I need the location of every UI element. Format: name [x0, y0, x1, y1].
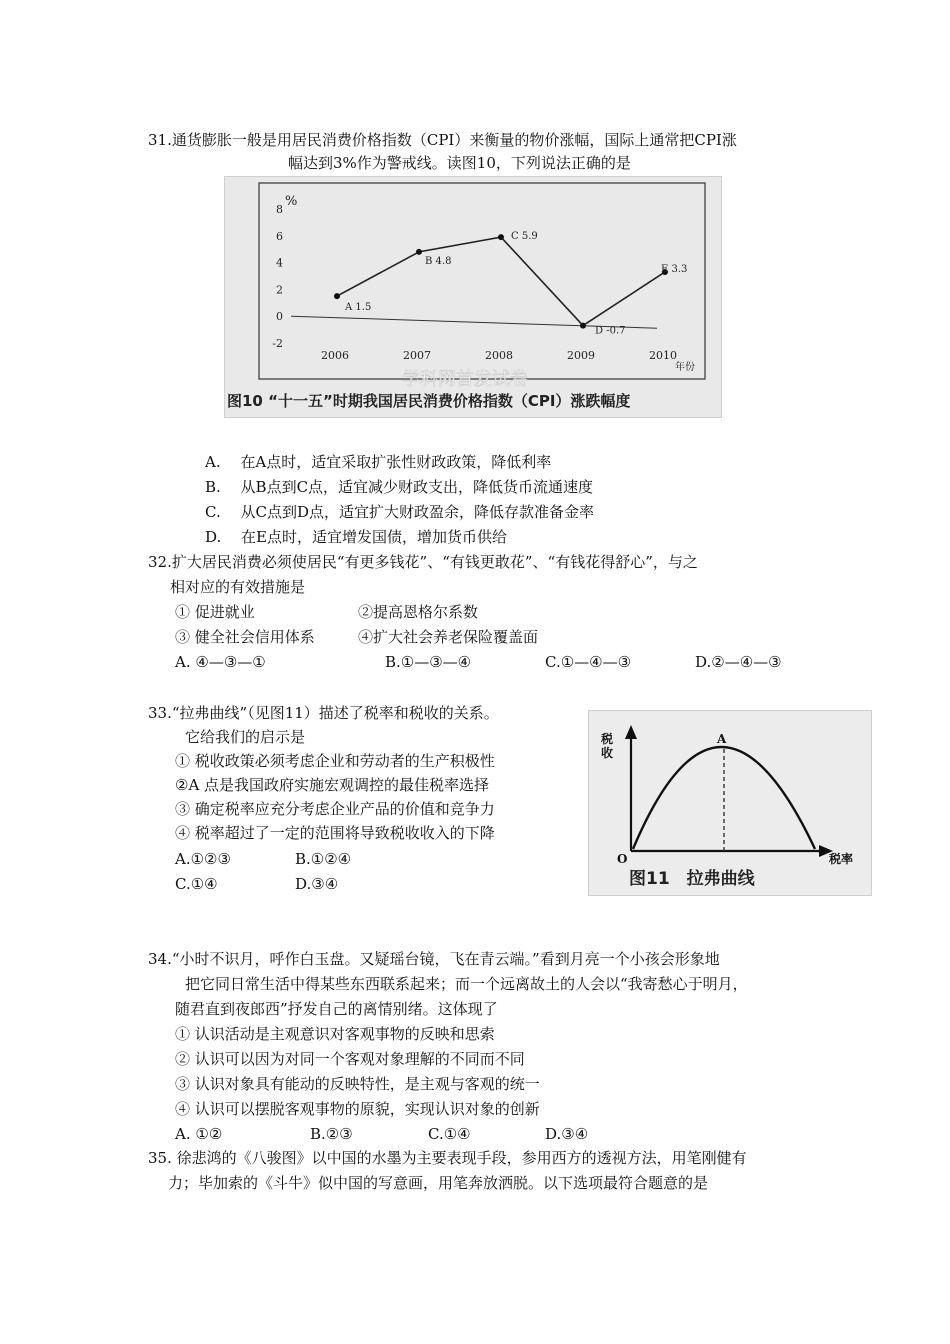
q34-answer-d: D.③④	[545, 1125, 589, 1143]
q33-item-2: ②A 点是我国政府实施宏观调控的最佳税率选择	[175, 776, 490, 794]
q34-line1: 34.“小时不识月，呼作白玉盘。又疑瑶台镜，飞在青云端。”看到月亮一个小孩会形象地	[148, 950, 720, 968]
laffer-curve-chart	[589, 711, 871, 895]
figure-10	[224, 176, 722, 418]
q31-line2: 幅达到3%作为警戒线。读图10，下列说法正确的是	[288, 154, 631, 172]
peak-label-a: A	[717, 732, 727, 746]
q33-item-1: ① 税收政策必须考虑企业和劳动者的生产积极性	[175, 752, 495, 770]
q33-line2: 它给我们的启示是	[185, 728, 306, 746]
y-axis-label-1: 税	[601, 732, 614, 746]
q32-line1: 32.扩大居民消费必须使居民“有更多钱花”、“有钱更敢花”、“有钱花得舒心”，与之	[148, 553, 698, 571]
q33-answer-d: D.③④	[295, 875, 339, 893]
data-label: D -0.7	[595, 325, 626, 337]
y-tick-label: 2	[276, 283, 283, 297]
watermark: 学科网首发试卷	[402, 369, 528, 390]
q33-item-3: ③ 确定税率应充分考虑企业产品的价值和竞争力	[175, 800, 495, 818]
y-tick-label: 0	[276, 310, 283, 324]
figure-11	[588, 710, 872, 896]
cpi-series-line	[337, 237, 665, 325]
q35-line2: 力；毕加索的《斗牛》似中国的写意画，用笔奔放洒脱。以下选项最符合题意的是	[168, 1174, 709, 1192]
q32-answer-b: B.①—③—④	[385, 653, 472, 671]
data-point	[416, 249, 422, 255]
q32-answer-d: D.②—④—③	[695, 653, 782, 671]
x-unit-label: 年份	[675, 362, 695, 373]
q32-item-1: ① 促进就业	[175, 603, 255, 621]
x-tick-label: 2007	[403, 349, 431, 362]
y-axis-label-2: 收	[601, 746, 614, 760]
q33-item-4: ④ 税率超过了一定的范围将导致税收收入的下降	[175, 824, 495, 842]
q34-item-3: ③ 认识对象具有能动的反映特性，是主观与客观的统一	[175, 1075, 540, 1093]
q34-item-1: ① 认识活动是主观意识对客观事物的反映和思索	[175, 1025, 495, 1043]
x-tick-label: 2006	[321, 349, 349, 362]
q31-line1: 31.通货膨胀一般是用居民消费价格指数（CPI）来衡量的物价涨幅，国际上通常把CPI涨	[148, 131, 737, 149]
q31-option-d: D. 在E点时，适宜增发国债，增加货币供给	[205, 528, 507, 546]
q32-item-4: ④扩大社会养老保险覆盖面	[358, 628, 539, 646]
q34-answer-a: A. ①②	[175, 1125, 223, 1143]
x-tick-label: 2010	[649, 349, 677, 362]
q31-option-c: C. 从C点到D点，适宜扩大财政盈余，降低存款准备金率	[205, 503, 594, 521]
y-unit-label: %	[285, 194, 298, 209]
x-tick-label: 2008	[485, 349, 513, 362]
q33-line1: 33.“拉弗曲线”（见图11）描述了税率和税收的关系。	[148, 704, 499, 722]
q35-line1: 35. 徐悲鸿的《八骏图》以中国的水墨为主要表现手段，参用西方的透视方法，用笔刚健有	[148, 1149, 747, 1167]
q33-answer-a: A.①②③	[175, 850, 231, 868]
origin-label: O	[617, 852, 628, 866]
data-label: C 5.9	[511, 231, 538, 243]
q34-answer-c: C.①④	[428, 1125, 471, 1143]
q31-option-a: A. 在A点时，适宜采取扩张性财政政策，降低利率	[205, 453, 552, 471]
q31-option-b: B. 从B点到C点，适宜减少财政支出，降低货币流通速度	[205, 478, 594, 496]
data-point	[580, 323, 586, 329]
figure-11-caption: 图11 拉弗曲线	[629, 869, 755, 889]
q34-item-2: ② 认识可以因为对同一个客观对象理解的不同而不同	[175, 1050, 525, 1068]
data-label: B 4.8	[425, 255, 452, 267]
data-point	[334, 293, 340, 299]
data-label: E 3.3	[661, 263, 688, 275]
q32-item-2: ②提高恩格尔系数	[358, 603, 479, 621]
q34-line2: 把它同日常生活中得某些东西联系起来；而一个远离故土的人会以“我寄愁心于明月，	[185, 975, 748, 993]
figure-10-caption: 图10 “十一五”时期我国居民消费价格指数（CPI）涨跌幅度	[227, 392, 631, 410]
q32-answer-c: C.①—④—③	[545, 653, 632, 671]
x-tick-label: 2009	[567, 349, 595, 362]
q33-answer-c: C.①④	[175, 875, 218, 893]
data-point	[498, 234, 504, 240]
y-tick-label: -2	[272, 337, 283, 350]
cpi-line-chart	[225, 177, 721, 417]
q34-item-4: ④ 认识可以摆脱客观事物的原貌，实现认识对象的创新	[175, 1100, 540, 1118]
q32-item-3: ③ 健全社会信用体系	[175, 628, 315, 646]
q34-line3: 随君直到夜郎西”抒发自己的离情别绪。这体现了	[175, 1000, 498, 1018]
q32-line2: 相对应的有效措施是	[170, 578, 306, 596]
y-tick-label: 4	[276, 256, 283, 270]
y-tick-label: 8	[276, 203, 283, 216]
y-tick-label: 6	[276, 229, 283, 243]
x-axis-label: 税率	[829, 852, 854, 866]
q34-answer-b: B.②③	[310, 1125, 353, 1143]
q32-answer-a: A. ④—③—①	[175, 653, 266, 671]
data-label: A 1.5	[345, 302, 372, 314]
y-axis-arrow	[625, 725, 637, 739]
q33-answer-b: B.①②④	[295, 850, 352, 868]
